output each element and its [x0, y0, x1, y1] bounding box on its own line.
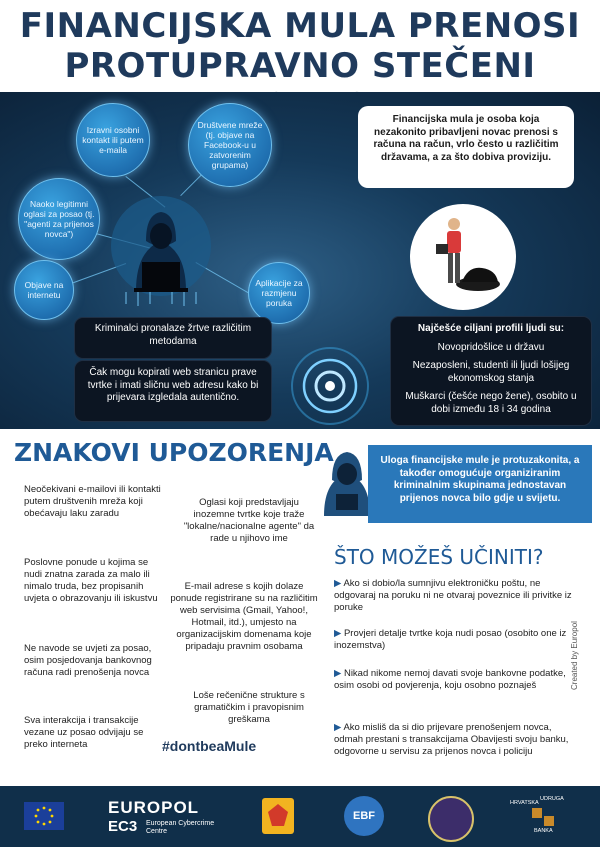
warning-item: Neočekivani e-mailovi ili kontakti putem društvenih mreža koji obećavaju laku zaradu — [24, 484, 161, 519]
bubble-internet-posts: Objave na internetu — [14, 260, 74, 320]
tip-item: ▶ Ako misliš da si dio prijevare prenošenjem novca, odmah prestani s transakcijama Obavijesti svoju banku, odgovorne u servisu za prijenos novca i policiju — [334, 722, 569, 757]
targeted-profile-item: Muškarci (češće nego žene), osobito u dobi između 18 i 34 godina — [405, 391, 577, 415]
hashtag: #dontbeaMule — [162, 738, 257, 754]
mule-illustration-circle — [410, 204, 516, 310]
title-line-1: FINANCIJSKA MULA PRENOSI — [19, 6, 581, 46]
triangle-bullet-icon: ▶ — [334, 722, 342, 733]
bubble-messaging-apps: Aplikacije za razmjenu poruka — [248, 262, 310, 324]
footer-logos — [0, 786, 600, 847]
warning-item: Sva interakcija i transakcije vezane uz posao odvijaju se preko interneta — [24, 715, 144, 750]
ec3-logo: EC3 — [108, 818, 138, 835]
warning-item: Oglasi koji predstavljaju inozemne tvrtke koje traže "lokalne/nacionalne agente" da rade u njihovo ime — [183, 497, 315, 544]
warning-item: Ne navode se uvjeti za posao, osim posjedovanja bankovnog računa radi prenošenja novca — [24, 643, 152, 678]
bubble-social-networks: Društvene mreže (tj. objave na Facebook-u u zatvorenim grupama) — [188, 103, 272, 187]
triangle-bullet-icon: ▶ — [334, 578, 342, 589]
title-line-2: PROTUPRAVNO STEČENI — [64, 46, 536, 86]
warning-item: E-mail adrese s kojih dolaze ponude registrirane su na različitim web servisima (Gmail, Yahoo!, Hotmail, itd.), umjesto na organizacijskim domenama koje pripadaju pravnim osobama — [170, 581, 318, 652]
partner-badge-logo — [262, 798, 294, 834]
warnings-title: ZNAKOVI UPOZORENJA — [14, 438, 334, 467]
copy-website-box — [74, 360, 272, 422]
illustration-panel — [0, 92, 600, 429]
definition-text: Financijska mula je osoba koja nezakonito pribavljeni novac prenosi s računa na račun, vrlo često u različitim državama, a za što dobiva proviziju. — [373, 114, 559, 163]
tip-item: ▶ Nikad nikome nemoj davati svoje bankovne podatke, osim osobi od povjerenja, koju osobno poznaješ — [334, 668, 566, 691]
mule-role-box — [368, 445, 592, 523]
hacker-illustration — [106, 196, 216, 308]
targeted-profiles-box — [390, 316, 592, 426]
ebf-logo: EBF — [344, 796, 384, 836]
mule-role-text: Uloga financijske mule je protuzakonita, a također omogućuje organiziranim kriminalnim skupinama jednostavan prijenos novca bilo gdje u svijetu. — [380, 455, 580, 504]
tip-item: ▶ Provjeri detalje tvrtke koja nudi posao (osobito one iz inozemstva) — [334, 628, 567, 651]
europol-logo: EUROPOL — [108, 798, 200, 817]
warning-item: Loše rečenične strukture s gramatičkim i pravopisnim greškama — [193, 690, 305, 725]
target-ring-icon — [288, 344, 372, 428]
triangle-bullet-icon: ▶ — [334, 668, 342, 679]
targeted-profiles-title: Najčešće ciljani profili ljudi su: — [417, 323, 565, 334]
police-seal-logo — [428, 796, 474, 842]
ec3-subtitle: European Cybercrime Centre — [146, 820, 215, 835]
bubble-job-ads: Naoko legitimni oglasi za posao (tj. "agenti za prijenos novca") — [18, 178, 100, 260]
bubble-email-contact: Izravni osobni kontakt ili putem e-maila — [76, 103, 150, 177]
eu-flag-icon — [24, 802, 64, 830]
criminals-methods-text: Kriminalci pronalaze žrtve različitim metodama — [94, 323, 252, 347]
copy-website-text: Čak mogu kopirati web stranicu prave tvrtke i imati sličnu web adresu kako bi prijevara izgledala autentično. — [87, 367, 259, 403]
header — [0, 0, 600, 92]
criminals-methods-box — [74, 317, 272, 359]
what-to-do-title: ŠTO MOŽEŠ UČINITI? — [334, 545, 544, 569]
triangle-bullet-icon: ▶ — [334, 628, 342, 639]
tip-item: ▶ Ako si dobio/la sumnjivu elektroničku poštu, ne odgovaraj na poruku ni ne otvaraj poveznice ili privitke iz poruke — [334, 578, 572, 613]
mule-person-icon — [410, 204, 516, 310]
definition-callout — [358, 106, 574, 188]
targeted-profile-item: Novopridošlice u državu — [437, 341, 545, 353]
warning-item: Poslovne ponude u kojima se nudi znatna zarada za malo ili nimalo truda, bez propisanih uvjeta o obrazovanju ili iskustvu — [24, 557, 158, 604]
created-by-label: Created by Europol — [570, 621, 579, 690]
hub-logo: HRVATSKA UDRUGA BANKA — [510, 796, 564, 834]
targeted-profile-item: Nezaposleni, studenti ili ljudi lošijeg ekonomskog stanja — [412, 360, 570, 384]
